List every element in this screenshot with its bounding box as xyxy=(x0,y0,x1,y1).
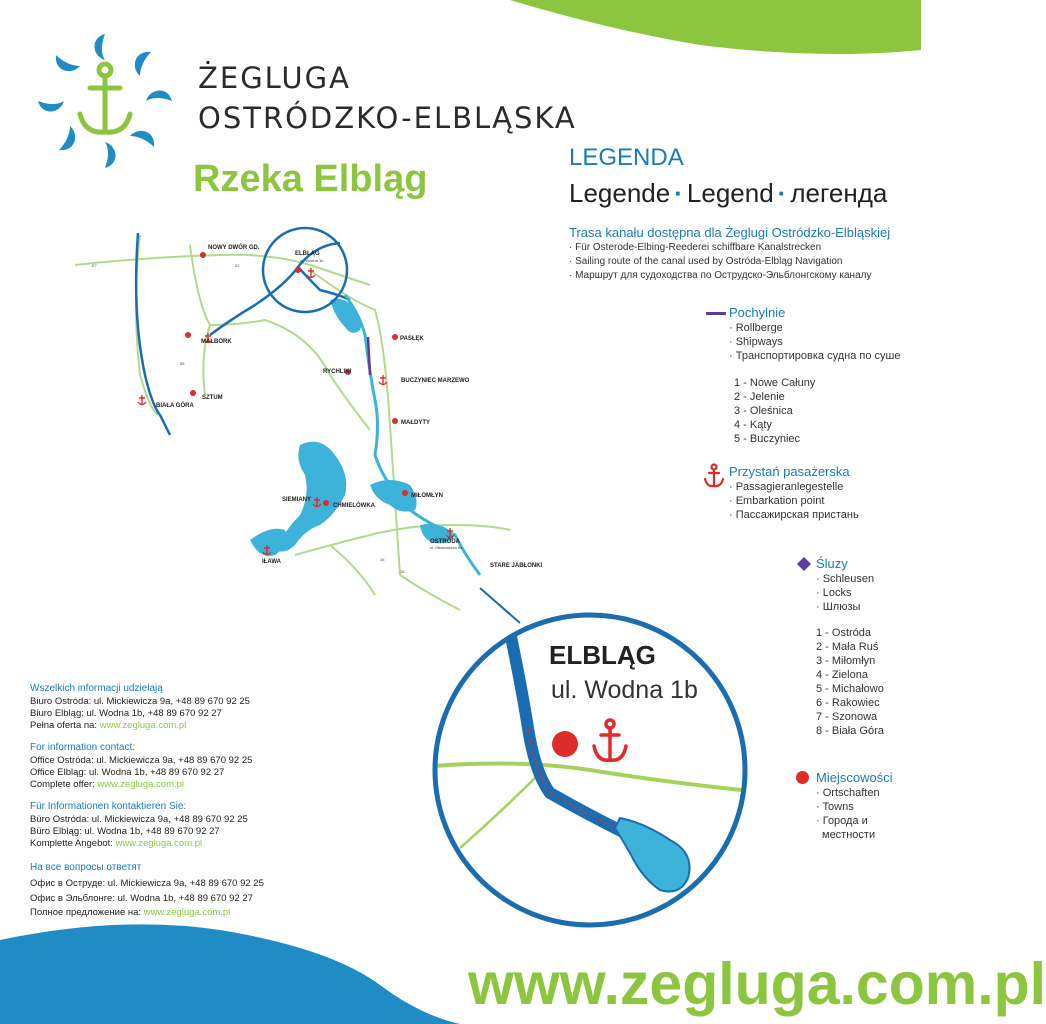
contact-web-link[interactable]: www.zegluga.com.pl xyxy=(115,838,203,849)
bottom-blue-wave xyxy=(0,924,460,1024)
przystan-line: · Embarkation point xyxy=(729,495,825,507)
road-label: 55 xyxy=(180,361,185,366)
pochylnie-item: 3 - Oleśnica xyxy=(734,405,793,417)
town-dot-icon xyxy=(796,771,809,784)
contact-head-en: For information contact: xyxy=(30,742,136,753)
sluzy-line: · Шлюзы xyxy=(816,601,861,613)
sluzy-item: 6 - Rakowiec xyxy=(816,697,880,709)
contact-line: Büro Elbląg: ul. Wodna 1b, +48 89 670 92 27 xyxy=(30,826,220,837)
road-label: 16 xyxy=(380,557,385,562)
map-label-rychliki: RYCHLIKI xyxy=(323,369,352,375)
brand-title xyxy=(198,58,577,138)
pochylnie-item: 5 - Buczyniec xyxy=(734,433,801,445)
route-line-de: · Für Osterode-Elbing-Reederei schiffbare Kanalstrecken xyxy=(569,242,822,253)
contact-line: Office Ostróda: ul. Mickiewicza 9a, +48 89 670 92 25 xyxy=(30,755,253,766)
miejscowosci-line: местности xyxy=(822,829,876,841)
map-label-elblag: ELBLĄG xyxy=(295,251,320,257)
pochylnie-line: · Shipways xyxy=(729,336,783,348)
map-label-sztum: SZTUM xyxy=(202,395,223,401)
map-label-ostroda-street: ul. Mickiewicza 9a xyxy=(430,545,463,550)
sluzy-title: Śluzy xyxy=(816,556,848,571)
map-label-elblag-street: ul. Wodna 1b xyxy=(300,258,324,263)
contact-head-de: Für Informationen kontaktieren Sie: xyxy=(30,801,187,812)
lock-diamond-icon xyxy=(796,556,812,572)
anchor-logo xyxy=(30,26,180,176)
sluzy-item: 7 - Szonowa xyxy=(816,711,878,723)
contact-offer xyxy=(30,779,184,790)
pochylnie-title: Pochylnie xyxy=(729,305,786,320)
sluzy-line: · Locks xyxy=(816,587,852,599)
sluzy-item: 5 - Michałowo xyxy=(816,683,884,695)
map-label-malbork: MALBORK xyxy=(201,339,232,345)
sluzy-item: 3 - Miłomłyn xyxy=(816,655,876,667)
contact-head-ru: На все вопросы ответят xyxy=(30,862,142,873)
legend-subtitle: Legende · Legend · легенда xyxy=(569,178,888,208)
contact-offer-label: Complete offer: xyxy=(30,779,95,790)
pochylnie-item: 4 - Kąty xyxy=(734,419,772,431)
contact-head-pl: Wszelkich informacji udzielają xyxy=(30,683,163,694)
contact-line: Biuro Ostróda: ul. Mickiewicza 9a, +48 89 670 92 25 xyxy=(30,696,250,707)
contact-offer xyxy=(30,907,230,918)
inset-town-name: ELBLĄG xyxy=(549,640,656,670)
map-label-stare-jablonki: STARE JABŁONKI xyxy=(490,563,543,569)
road-label: E7 xyxy=(92,263,97,268)
contact-web-link[interactable]: www.zegluga.com.pl xyxy=(143,907,231,918)
sluzy-line: · Schleusen xyxy=(816,573,875,585)
contact-offer-label: Pełna oferta na: xyxy=(30,720,98,731)
inset-street: ul. Wodna 1b xyxy=(551,676,698,704)
przystan-line: · Пассажирская пристань xyxy=(729,509,859,521)
map-label-siemiany: SIEMIANY xyxy=(282,497,312,503)
legend-sub-de: Legende xyxy=(569,178,671,208)
map-label-ostroda: OSTRÓDA xyxy=(430,539,460,545)
contact-offer-label: Komplette Angebot: xyxy=(30,838,113,849)
brand-line2: OSTRÓDZKO-ELBLĄSKA xyxy=(198,101,577,135)
miejscowosci-line: · Города и xyxy=(816,815,868,827)
elblag-town-dot xyxy=(552,731,578,757)
road-label: 22 xyxy=(235,263,240,268)
contact-web-link[interactable]: www.zegluga.com.pl xyxy=(97,779,185,790)
map-label-nowy-dwor: NOWY DWÓR GD. xyxy=(208,245,260,251)
shipway-line-icon xyxy=(706,312,726,315)
sluzy-item: 2 - Mała Ruś xyxy=(816,641,879,653)
pochylnie-line: · Rollberge xyxy=(729,322,783,334)
contact-web-link[interactable]: www.zegluga.com.pl xyxy=(99,720,187,731)
overview-map xyxy=(70,225,560,620)
map-label-milomlyn: MIŁOMŁYN xyxy=(411,493,443,499)
map-label-paslek: PASŁĘK xyxy=(400,336,424,342)
sluzy-item: 1 - Ostróda xyxy=(816,627,872,639)
pochylnie-item: 2 - Jelenie xyxy=(734,391,785,403)
przystan-title: Przystań pasażerska xyxy=(729,464,850,479)
map-label-maldyty: MAŁDYTY xyxy=(401,420,430,426)
legend-sub-ru: легенда xyxy=(790,178,888,208)
contact-line: Офис в Оструде: ul. Mickiewicza 9a, +48 89 670 92 25 xyxy=(30,878,264,889)
sluzy-item: 4 - Zielona xyxy=(816,669,868,681)
page-subtitle: Rzeka Elbląg xyxy=(193,158,428,200)
contact-offer xyxy=(30,720,186,731)
website-link[interactable]: www.zegluga.com.pl xyxy=(468,951,1046,1017)
legend-title: LEGENDA xyxy=(569,144,684,171)
elblag-inset-map xyxy=(410,578,770,953)
anchor-icon xyxy=(703,463,725,489)
contact-line: Biuro Elbląg: ul. Wodna 1b, +48 89 670 92 27 xyxy=(30,708,222,719)
pochylnie-line: · Транспортировка судна по суше xyxy=(729,350,901,362)
map-label-buczyniec: BUCZYNIEC MARZEWO xyxy=(401,378,470,384)
sluzy-item: 8 - Biała Góra xyxy=(816,725,884,737)
route-line-en: · Sailing route of the canal used by Ostróda-Elbląg Navigation xyxy=(569,256,843,267)
miejscowosci-line: · Towns xyxy=(816,801,854,813)
miejscowosci-line: · Ortschaften xyxy=(816,787,880,799)
brand-line1: ŻEGLUGA xyxy=(198,61,351,95)
contact-offer-label: Полное предложение на: xyxy=(30,907,142,918)
legend-sub-en: Legend xyxy=(686,178,774,208)
contact-line: Офис в Эльблонге: ul. Wodna 1b, +48 89 670 92 27 xyxy=(30,893,253,904)
contact-line: Office Elbląg: ul. Wodna 1b, +48 89 670 92 27 xyxy=(30,767,225,778)
contact-line: Büro Ostróda: ul. Mickiewicza 9a, +48 89 670 92 25 xyxy=(30,814,248,825)
top-green-wave xyxy=(510,0,921,54)
pochylnie-item: 1 - Nowe Całuny xyxy=(734,377,816,389)
route-title: Trasa kanału dostępna dla Żeglugi Ostródzko-Elbląskiej xyxy=(569,225,891,240)
contact-offer xyxy=(30,838,202,849)
map-label-biala-gora: BIAŁA GÓRA xyxy=(156,403,194,409)
przystan-line: · Passagieranlegestelle xyxy=(729,481,844,493)
map-label-ilawa: IŁAWA xyxy=(262,559,281,565)
route-line-ru: · Маршрут для судоходства по Острудско-Эльблонгскому каналу xyxy=(569,270,872,281)
map-label-chmielowka: CHMIELÓWKA xyxy=(333,503,375,509)
road-label: 15 xyxy=(400,569,405,574)
miejscowosci-title: Miejscowości xyxy=(816,770,893,785)
